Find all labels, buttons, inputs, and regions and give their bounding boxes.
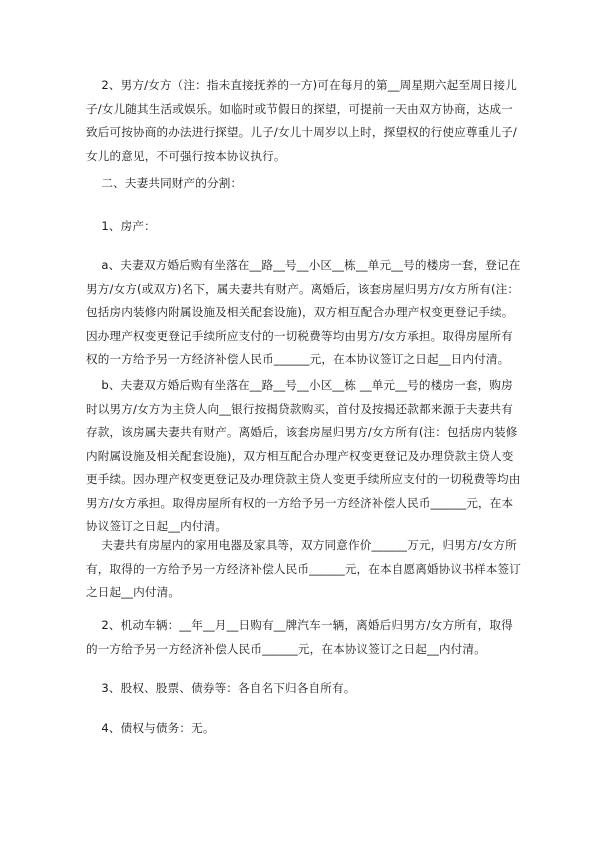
paragraph-debts: 4、债权与债务：无。 — [86, 721, 215, 735]
paragraph-house-a: a、夫妻双方婚后购有坐落在__路__号__小区__栋__单元__号的楼房一套，登记在男方/女方(或双方)名下，属夫妻共有财产。离婚后，该套房屋归男方/女方所有(注：包括房内装修内附属设施及相关配套设施)，双方相互配合办理产权变更登记手续。因办理产权变更登记手续所应支付的一切税费等均由男方/女方承担。取得房屋所有权的一方给予另一方经济补偿人民币______元，在本协议签订之日起__日内付清。 — [86, 258, 521, 366]
heading-property-division: 二、夫妻共同财产的分割： — [86, 176, 243, 190]
paragraph-house-b: b、夫妻双方婚后购有坐落在__路__号__小区__栋 __单元__号的楼房一套，购房时以男方/女方为主贷人向__银行按揭贷款购买，首付及按揭还款都来源于夫妻共有存款，该房属夫妻共有财产。离婚后，该套房屋归男方/女方所有(注：包括房内装修内附属设施及相关配套设施)，双方相互配合办理产权变更登记及办理贷款主贷人变更手续。因办理产权变更登记及办理贷款主贷人变更手续所应支付的一切税费等均由男方/女方承担。取得房屋所有权的一方给予另一方经济补偿人民币______元，在本协议签订之日起__内付清。 — [86, 378, 521, 533]
heading-real-estate: 1、房产： — [86, 219, 156, 233]
paragraph-vehicle: 2、机动车辆：__年__月__日购有__牌汽车一辆，离婚后归男方/女方所有，取得的一方给予另一方经济补偿人民币______元，在本协议签订之日起__内付清。 — [86, 618, 513, 656]
paragraph-appliances: 夫妻共有房屋内的家用电器及家具等，双方同意作价______万元，归男方/女方所有，取得的一方给予另一方经济补偿人民币______元，在本自愿离婚协议书样本签订之日起__内付清。 — [86, 538, 521, 599]
paragraph-visitation-rights: 2、男方/女方（注：指未直接抚养的一方)可在每月的第__周星期六起至周日接儿子/女儿随其生活或娱乐。如临时或节假日的探望，可提前一天由双方协商，达成一致后可按协商的办法进行探望。儿子/女儿十周岁以上时，探望权的行使应尊重儿子/女儿的意见，不可强行按本协议执行。 — [86, 78, 518, 163]
paragraph-equity: 3、股权、股票、债券等：各自名下归各自所有。 — [86, 681, 356, 695]
